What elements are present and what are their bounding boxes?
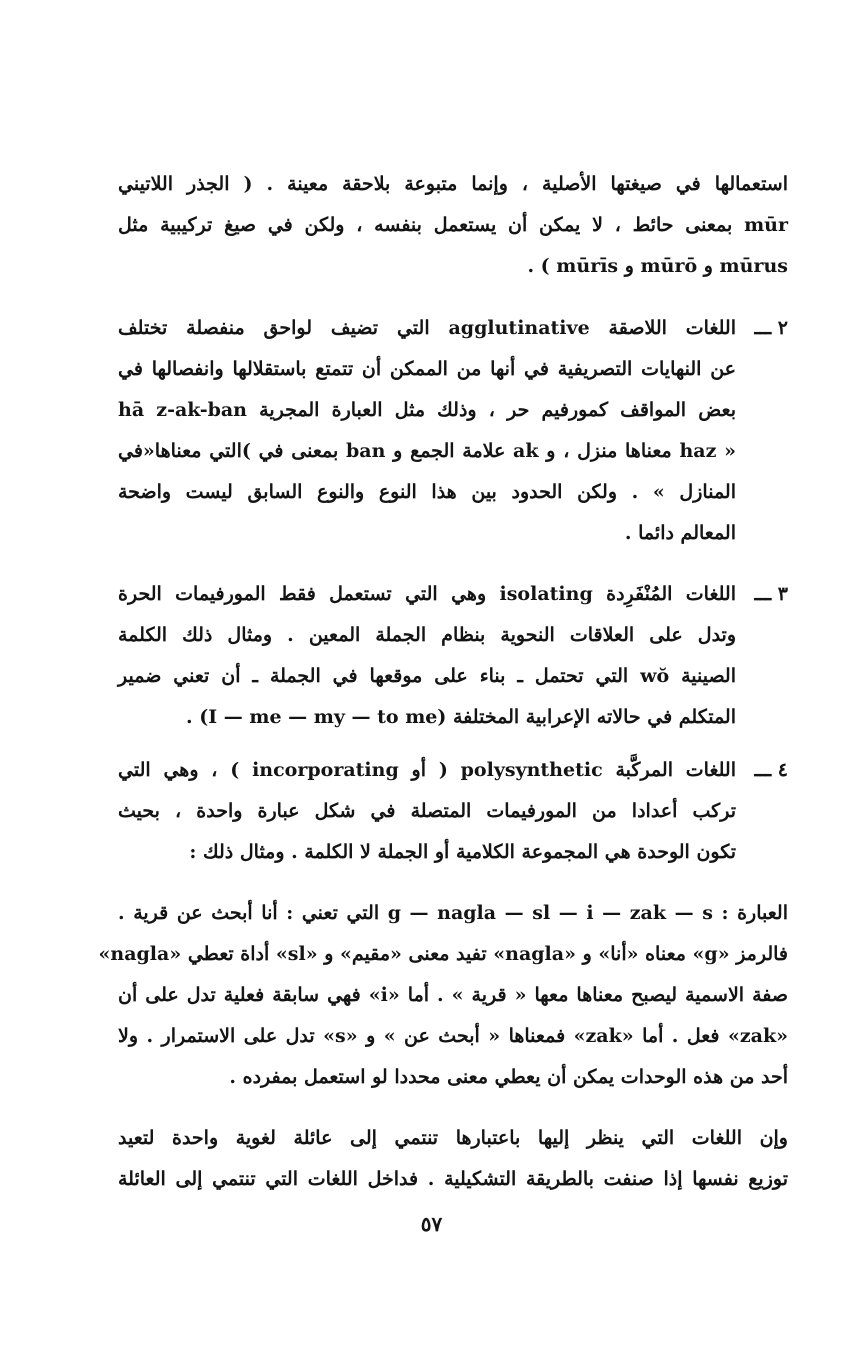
text-line: عن النهايات التصريفية في أنها من الممكن أن تتمتع باستقلالها وانفصالها في — [118, 358, 736, 380]
text-line: تركب أعدادا من المورفيمات المتصلة في شكل عبارة واحدة ، بحيث — [118, 800, 736, 822]
text-line: استعمالها في صيغتها الأصلية ، وإنما متبوعة بلاحقة معينة . ( الجذر اللاتيني — [118, 173, 788, 195]
example-paragraph — [98, 893, 788, 1098]
text-line: بعض المواقف كمورفيم حر ، وذلك مثل العبارة المجرية hā z-ak-ban — [118, 399, 736, 421]
text-line: «zak» فعل . أما «zak» فمعناها « أبحث عن » و «s» تدل على الاستمرار . ولا — [118, 1025, 788, 1047]
text-line: اللغات اللاصقة agglutinative التي تضيف لواحق منفصلة تختلف — [118, 317, 736, 339]
item-number: ٢ ـــ — [754, 317, 788, 339]
intro-paragraph — [118, 164, 788, 287]
text-line: صفة الاسمية ليصبح معناها معها « قرية » . أما «i» فهي سابقة فعلية تدل على أن — [118, 984, 788, 1006]
closing-paragraph — [118, 1118, 788, 1200]
text-line: تكون الوحدة هي المجموعة الكلامية أو الجملة لا الكلمة . ومثال ذلك : — [189, 841, 736, 863]
item-number: ٤ ـــ — [754, 759, 788, 781]
text-line: الصينية wŏ التي تحتمل ـ بناء على موقعها في الجملة ـ أن تعني ضمير — [118, 665, 737, 687]
text-line: « haz معناها منزل ، و ak علامة الجمع و ban بمعنى في )التي معناها«في — [118, 440, 736, 462]
text-line: العبارة : g — nagla — sl — i — zak — s التي تعني : أنا أبحث عن قرية . — [118, 902, 788, 924]
text-line: mūr بمعنى حائط ، لا يمكن أن يستعمل بنفسه ، ولكن في صيغ تركيبية مثل — [118, 214, 788, 236]
page-number: ٥٧ — [420, 1212, 443, 1236]
list-item-isolating — [118, 574, 788, 738]
item-number: ٣ ـــ — [754, 583, 788, 605]
text-line: فالرمز «g» معناه «أنا» و «nagla» تفيد معنى «مقيم» و «sl» أداة تعطي «nagla» — [98, 943, 788, 965]
text-line: وتدل على العلاقات النحوية بنظام الجملة المعين . ومثال ذلك الكلمة — [118, 624, 736, 646]
list-item-agglutinative — [118, 308, 788, 554]
list-item-polysynthetic — [118, 750, 788, 873]
text-line: المنازل » . ولكن الحدود بين هذا النوع والنوع السابق ليست واضحة — [118, 481, 736, 503]
text-line: توزيع نفسها إذا صنفت بالطريقة التشكيلية . فداخل اللغات التي تنتمي إلى العائلة — [118, 1168, 788, 1190]
text-line: اللغات المُنْفَرِدة isolating وهي التي تستعمل فقط المورفيمات الحرة — [118, 583, 736, 605]
text-line: وإن اللغات التي ينظر إليها باعتبارها تنتمي إلى عائلة لغوية واحدة لتعيد — [118, 1127, 788, 1149]
text-line: المعالم دائما . — [624, 522, 736, 544]
text-line: أحد من هذه الوحدات يمكن أن يعطي معنى محددا لو استعمل بمفرده . — [229, 1066, 788, 1088]
text-line: المتكلم في حالاته الإعرابية المختلفة (I — me — my — to me) . — [185, 706, 736, 728]
text-line: اللغات المركَّبة polysynthetic ( أو incorporating ) ، وهي التي — [118, 759, 736, 781]
text-line: mūrus و mūrō و mūrīs ) . — [527, 255, 788, 277]
